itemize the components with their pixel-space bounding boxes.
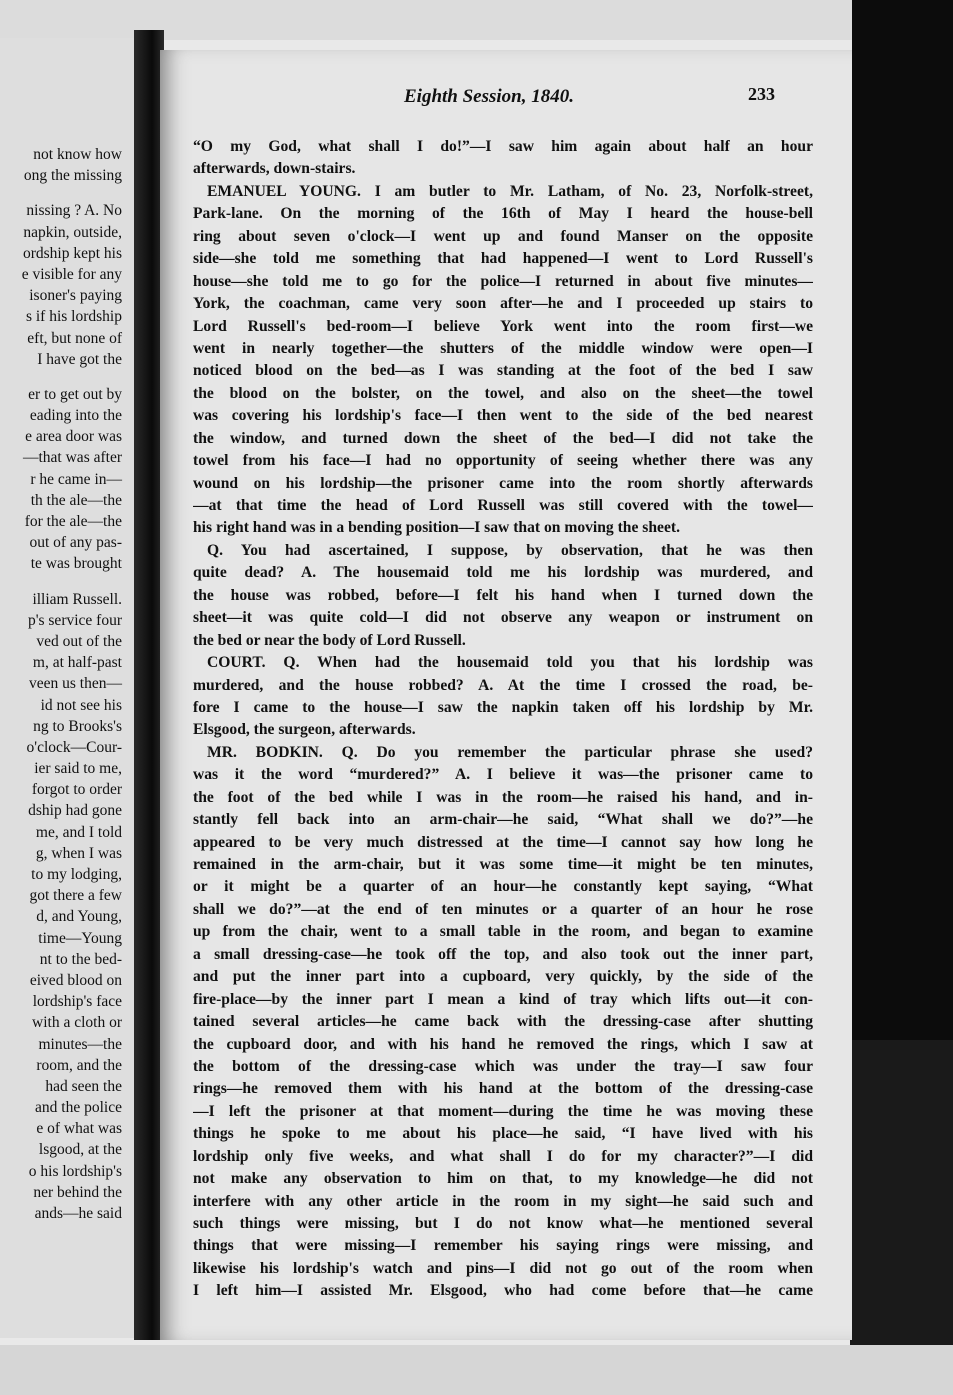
body-text-line: the bed or near the body of Lord Russell. [193, 631, 466, 649]
left-page-line: ng to Brooks's [33, 717, 122, 735]
page-number: 233 [748, 84, 775, 104]
left-page-line: eived blood on [29, 971, 122, 989]
left-page-line: r he came in— [30, 470, 122, 488]
left-page-line: e of what was [36, 1120, 122, 1138]
body-text-line: lordship only five weeks, and what shall I do for my character?”—I did [193, 1147, 813, 1165]
body-text-line: remained in the arm-chair, but it was some time—it might be ten minutes, [193, 856, 813, 873]
left-page-line: out of any pas- [29, 534, 122, 552]
body-text-line: “O my God, what shall I do!”—I saw him again about half an hour [193, 138, 813, 155]
left-page-line: ands—he said [34, 1205, 122, 1222]
body-text-line: rings—he removed them with his hand at the bottom of the dressing-case [193, 1080, 813, 1098]
left-page-line: th the ale—the [30, 491, 122, 509]
scan-background-bottom [0, 1345, 953, 1395]
running-head-title: Eighth Session, 1840. [404, 86, 574, 107]
left-page-line: had seen the [45, 1077, 122, 1095]
left-page-line: napkin, outside, [23, 223, 122, 241]
body-text-line: things he spoke to me about his place—he said, “I have lived with his [193, 1125, 813, 1143]
left-page-line: lordship's face [32, 993, 122, 1011]
left-page-line: er to get out by [28, 385, 122, 403]
body-text-line: such things were missing, but I do not know what—he mentioned several [193, 1215, 813, 1232]
left-page-line: nt to the bed- [39, 950, 122, 968]
body-text-line: was it the word “murdered?” A. I believe it was—the prisoner came to [193, 766, 813, 784]
body-text-line: Lord Russell's bed-room—I believe York went into the room first—we [193, 317, 813, 335]
left-page-line: m, at half-past [32, 654, 122, 672]
left-page-line: ier said to me, [34, 760, 122, 778]
body-text-line: York, the coachman, came very soon after—he and I proceeded up stairs to [193, 295, 813, 313]
left-page-gap [22, 370, 122, 384]
left-page-line: I have got the [37, 350, 122, 368]
left-page-line: illiam Russell. [32, 590, 122, 608]
body-text-line: things that were missing—I remember his saying rings were missing, and [193, 1237, 813, 1255]
left-page-gap [22, 575, 122, 589]
right-page-text [193, 136, 813, 1303]
left-page-line: time—Young [38, 929, 122, 947]
body-text-line: COURT. Q. When had the housemaid told you that his lordship was [207, 654, 813, 672]
body-text-line: noticed blood on the bed—as I was standing at the foot of the bed I saw [193, 362, 813, 380]
body-text-line: up from the chair, went to a small table in the room, and began to examine [193, 923, 813, 941]
body-text-line: the window, and turned down the sheet of the bed—I did not take the [193, 429, 813, 447]
left-page-line: id not see his [40, 696, 122, 714]
left-page-line: ved out of the [36, 632, 122, 650]
body-text-line: murdered, and the house robbed? A. At the time I crossed the road, be- [193, 676, 813, 694]
body-text-line: fire-place—by the inner part I mean a kind of tray which lifts out—it con- [193, 990, 813, 1008]
body-text-line: the house was robbed, before—I felt his hand when I turned down the [193, 586, 813, 604]
body-text-line: interfere with any other article in the room in my sight—he said such and [193, 1192, 813, 1210]
left-page-line: lsgood, at the [38, 1141, 122, 1159]
body-text-line: ring about seven o'clock—I went up and found Manser on the opposite [193, 227, 813, 245]
running-head [368, 86, 788, 112]
body-text-line: wound on his lordship—the prisoner came into the room shortly afterwards [193, 474, 813, 492]
body-text-line: EMANUEL YOUNG. I am butler to Mr. Latham, of No. 23, Norfolk-street, [207, 182, 813, 200]
left-page-line: veen us then— [29, 675, 122, 693]
left-page-line: me, and I told [35, 823, 122, 841]
left-page-line: minutes—the [38, 1035, 122, 1053]
left-page-line: forgot to order [31, 781, 122, 799]
left-page-line: room, and the [36, 1056, 122, 1074]
left-page-line: eft, but none of [27, 329, 122, 347]
left-page-line: te was brought [30, 555, 122, 573]
left-page-line: s if his lordship [25, 308, 122, 326]
body-text-line: sheet—it was quite cold—I did not observe any weapon or instrument on [193, 609, 813, 627]
left-page-line: o'clock—Cour- [26, 738, 122, 756]
body-text-line: tained several articles—he came back with the dressing-case after shutting [193, 1013, 813, 1031]
left-page-line: with a cloth or [32, 1014, 122, 1032]
right-page [160, 50, 852, 1340]
body-text-line: a small dressing-case—he took off the top, and also took out the inner part, [193, 945, 813, 963]
body-text-line: house—she told me to go for the police—I returned in about five minutes— [193, 272, 813, 290]
body-text-line: —I left the prisoner at that moment—during the time he was moving these [193, 1102, 813, 1120]
left-page-gap [22, 186, 122, 200]
body-text-line: I left him—I assisted Mr. Elsgood, who had come before that—he came [193, 1282, 813, 1300]
body-text-line: his right hand was in a bending position—I saw that on moving the sheet. [193, 519, 680, 537]
body-text-line: quite dead? A. The housemaid told me his lordship was murdered, and [193, 564, 813, 582]
body-text-line: shall we do?”—at the end of ten minutes or a quarter of an hour he rose [193, 900, 813, 918]
body-text-line: the bottom of the dressing-case which was under the tray—I saw four [193, 1057, 813, 1075]
body-text-line: was covering his lordship's face—I then went to the side of the bed nearest [193, 407, 813, 425]
left-page-line: eading into the [29, 407, 122, 425]
left-page-line: e visible for any [21, 265, 122, 283]
left-page-line: got there a few [29, 887, 122, 905]
scan-background-right-lower [850, 1040, 953, 1395]
left-page-line: o his lordship's [28, 1162, 122, 1180]
left-page-line: ong the missing [23, 167, 122, 185]
left-page-line: ner behind the [33, 1183, 122, 1201]
left-page-line: —that was after [23, 449, 122, 467]
left-page-line: and the police [35, 1099, 122, 1117]
left-page-line: d, and Young, [36, 908, 122, 926]
body-text-line: afterwards, down-stairs. [193, 160, 356, 178]
body-text-line: the foot of the bed while I was in the room—he raised his hand, and in- [193, 788, 813, 806]
left-page-line: not know how [33, 146, 122, 163]
left-page-line: isoner's paying [29, 287, 122, 305]
body-text-line: Park-lane. On the morning of the 16th of May I heard the house-bell [193, 205, 813, 223]
body-text-line: went in nearly together—the shutters of the middle window were open—I [193, 339, 813, 357]
body-text-line: MR. BODKIN. Q. Do you remember the particular phrase she used? [207, 743, 813, 761]
left-page-line: p's service four [27, 611, 122, 629]
body-text-line: side—she told me something that had happened—I went to Lord Russell's [193, 250, 813, 268]
left-page-line: ordship kept his [22, 244, 122, 262]
body-text-line: stantly fell back into an arm-chair—he said, “What shall we do?”—he [193, 811, 813, 829]
body-text-line: or it might be a quarter of an hour—he constantly kept saying, “What [193, 878, 813, 896]
body-text-line: appeared to be very much distressed at the time—I cannot say how long he [193, 833, 813, 851]
left-page-line: g, when I was [35, 844, 122, 862]
left-page-line: dship had gone [28, 802, 122, 820]
body-text-line: —at that time the head of Lord Russell was still covered with the towel— [193, 497, 813, 514]
body-text-line: towel from his face—I had no opportunity of seeing whether there was any [193, 452, 813, 470]
body-text-line: Q. You had ascertained, I suppose, by observation, that he was then [207, 541, 813, 559]
left-page-line: to my lodging, [31, 866, 122, 883]
left-page-line: nissing ? A. No [26, 202, 122, 220]
body-text-line: and put the inner part into a cupboard, very quickly, by the side of the [193, 968, 813, 986]
body-text-line: not make any observation to him on that, to my knowledge—he did not [193, 1170, 813, 1188]
body-text-line: the blood on the bolster, on the towel, and also on the sheet—the towel [193, 384, 813, 402]
body-text-line: Elsgood, the surgeon, afterwards. [193, 721, 416, 739]
body-text-line: likewise his lordship's watch and pins—I did not go out of the room when [193, 1259, 813, 1277]
body-text-line: fore I came to the house—I saw the napkin taken off his lordship by Mr. [193, 698, 813, 716]
left-page-line: for the ale—the [24, 513, 122, 530]
body-text-line: the cupboard door, and with his hand he removed the rings, which I saw at [193, 1035, 813, 1053]
left-page [0, 38, 138, 1338]
left-page-text [22, 144, 122, 1224]
left-page-line: e area door was [25, 428, 122, 446]
